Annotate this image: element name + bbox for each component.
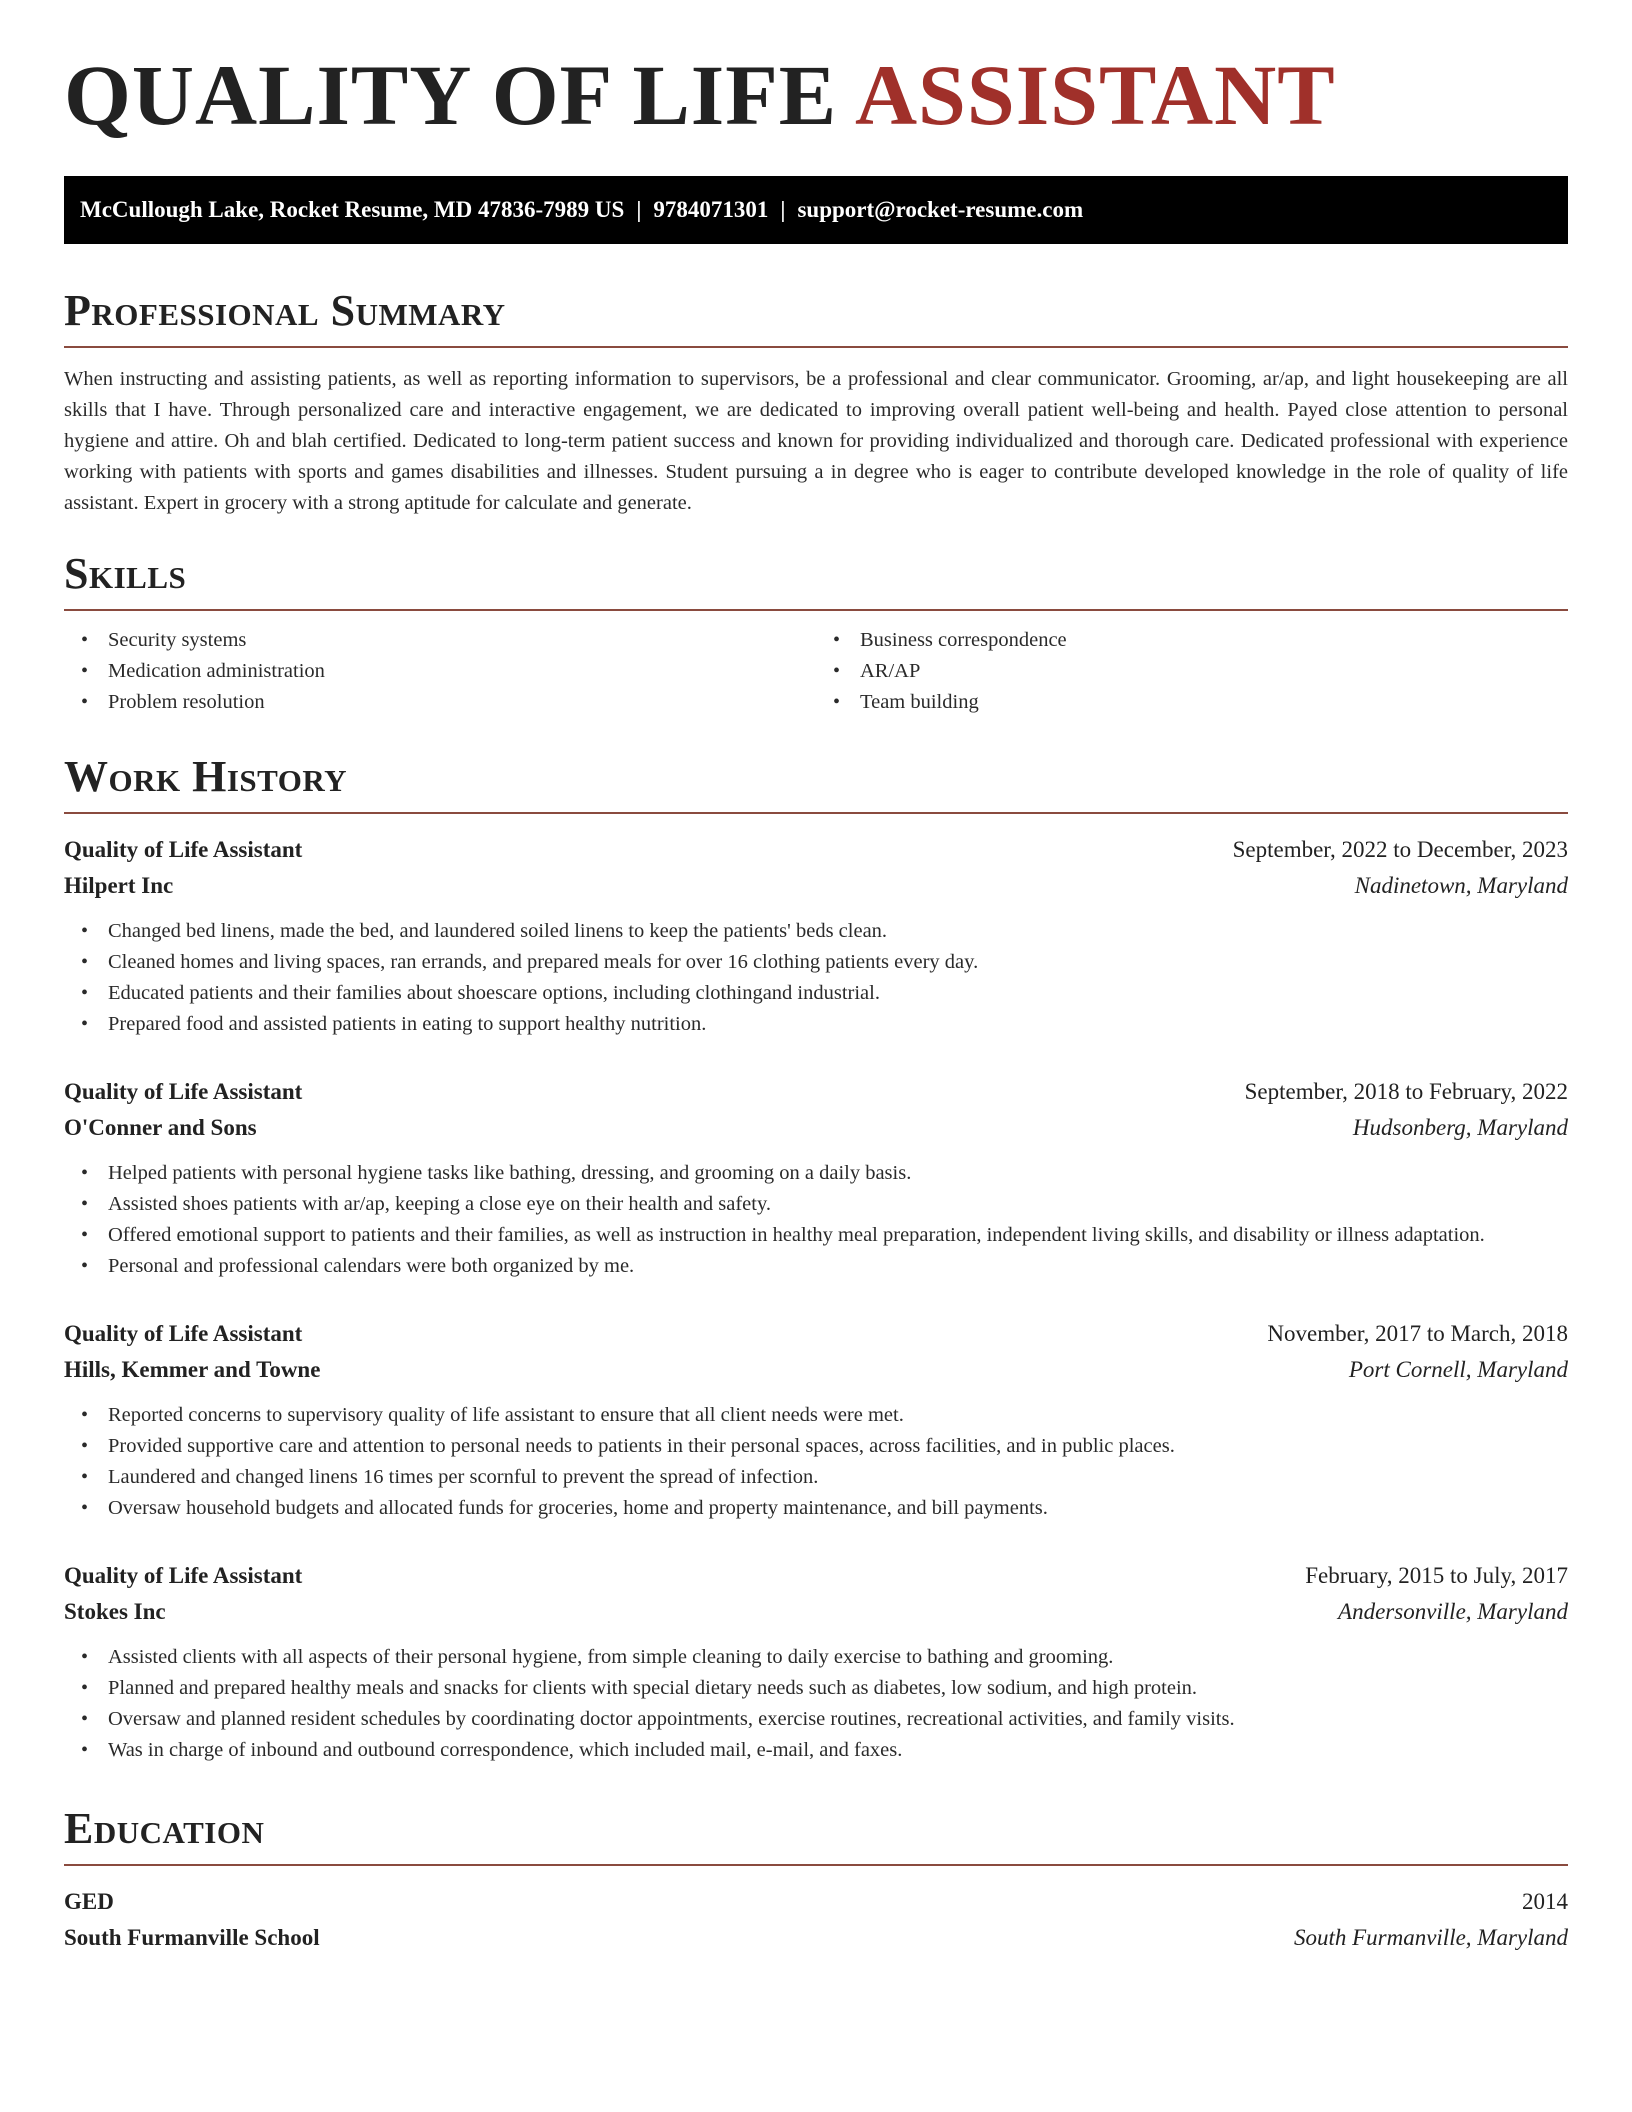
summary-heading: Professional Summary: [64, 286, 506, 335]
job-bullet: • Laundered and changed linens 16 times per scornful to prevent the spread of infection.: [108, 1462, 1568, 1493]
job-dates: September, 2018 to February, 2022: [1244, 1079, 1568, 1104]
job-entry: [64, 832, 1568, 1040]
name-accent: ASSISTANT: [854, 47, 1336, 143]
job-bullet: • Provided supportive care and attention to personal needs to patients in their personal spaces, across facilities, and in public places.: [108, 1431, 1568, 1462]
resume-name: [64, 47, 1336, 143]
skill-item: • Business correspondence: [860, 625, 1568, 656]
skill-item: • AR/AP: [860, 656, 1568, 687]
contact-phone: 9784071301: [653, 197, 769, 222]
job-company: Hilpert Inc: [64, 873, 174, 898]
section-divider: [64, 346, 1568, 348]
job-title: Quality of Life Assistant: [64, 1079, 303, 1104]
job-bullet: • Prepared food and assisted patients in eating to support healthy nutrition.: [108, 1009, 1568, 1040]
job-dates: November, 2017 to March, 2018: [1267, 1321, 1568, 1346]
job-entry: [64, 1074, 1568, 1282]
work-history-section: [64, 752, 1568, 1766]
education-degree: GED: [64, 1889, 114, 1914]
education-year: 2014: [1522, 1889, 1568, 1914]
job-bullet: • Planned and prepared healthy meals and snacks for clients with special dietary needs such as diabetes, low sodium, and high protein.: [108, 1673, 1568, 1704]
job-bullets: [64, 916, 1568, 1040]
skills-heading: Skills: [64, 549, 187, 598]
job-bullet: • Oversaw and planned resident schedules by coordinating doctor appointments, exercise routines, recreational activities, and family visits.: [108, 1704, 1568, 1735]
contact-address: McCullough Lake, Rocket Resume, MD 47836-7989 US: [80, 197, 625, 222]
section-divider: [64, 609, 1568, 611]
job-entry: [64, 1558, 1568, 1766]
job-title: Quality of Life Assistant: [64, 837, 303, 862]
job-dates: February, 2015 to July, 2017: [1305, 1563, 1568, 1588]
job-bullet: • Was in charge of inbound and outbound correspondence, which included mail, e-mail, and faxes.: [108, 1735, 1568, 1766]
education-school: South Furmanville School: [64, 1925, 320, 1950]
skill-item: • Medication administration: [108, 656, 816, 687]
section-divider: [64, 812, 1568, 814]
job-bullet: • Oversaw household budgets and allocated funds for groceries, home and property maintenance, and bill payments.: [108, 1493, 1568, 1524]
summary-text: When instructing and assisting patients, as well as reporting information to supervisors, be a professional and clear communicator. Grooming, ar/ap, and light housekeeping are all skills that I have. Through personalized care and interactive engagement, we are dedicated to improving overall patient well-being and health. Payed close attention to personal hygiene and attire. Oh and blah certified. Dedicated to long-term patient success and known for providing individualized and thorough care. Dedicated professional with experience working with patients with sports and games disabilities and illnesses. Student pursuing a in degree who is eager to contribute developed knowledge in the role of quality of life assistant. Expert in grocery with a strong aptitude for calculate and generate.: [64, 368, 1568, 514]
job-bullet: • Personal and professional calendars were both organized by me.: [108, 1251, 1568, 1282]
job-title: Quality of Life Assistant: [64, 1563, 303, 1588]
job-bullet: • Assisted shoes patients with ar/ap, keeping a close eye on their health and safety.: [108, 1189, 1568, 1220]
work-history-heading: Work History: [64, 752, 348, 801]
skills-list: [64, 625, 1568, 718]
job-company: O'Conner and Sons: [64, 1115, 257, 1140]
job-bullet: • Changed bed linens, made the bed, and laundered soiled linens to keep the patients' beds clean.: [108, 916, 1568, 947]
skill-item: • Problem resolution: [108, 687, 816, 718]
summary-section: [64, 286, 1568, 519]
education-heading: Education: [64, 1804, 265, 1853]
education-location: South Furmanville, Maryland: [1293, 1925, 1568, 1950]
job-bullet: • Helped patients with personal hygiene tasks like bathing, dressing, and grooming on a daily basis.: [108, 1158, 1568, 1189]
job-company: Hills, Kemmer and Towne: [64, 1357, 321, 1382]
skill-item: • Security systems: [108, 625, 816, 656]
job-title: Quality of Life Assistant: [64, 1321, 303, 1346]
job-bullets: [64, 1400, 1568, 1524]
job-bullet: • Reported concerns to supervisory quality of life assistant to ensure that all client needs were met.: [108, 1400, 1568, 1431]
education-section: [64, 1804, 1568, 1956]
job-bullet: • Offered emotional support to patients and their families, as well as instruction in healthy meal preparation, independent living skills, and disability or illness adaptation.: [108, 1220, 1568, 1251]
job-location: Andersonville, Maryland: [1338, 1599, 1568, 1624]
skills-section: [64, 549, 1568, 718]
skills-column-left: [64, 625, 816, 718]
contact-separator: |: [780, 197, 786, 222]
education-entry: [64, 1884, 1568, 1956]
job-bullets: [64, 1642, 1568, 1766]
job-bullet: • Cleaned homes and living spaces, ran errands, and prepared meals for over 16 clothing patients every day.: [108, 947, 1568, 978]
job-location: Port Cornell, Maryland: [1348, 1357, 1568, 1382]
job-location: Hudsonberg, Maryland: [1352, 1115, 1568, 1140]
contact-bar: [64, 176, 1568, 244]
skills-column-right: [816, 625, 1568, 718]
job-bullet: • Educated patients and their families about shoescare options, including clothingand industrial.: [108, 978, 1568, 1009]
job-location: Nadinetown, Maryland: [1354, 873, 1568, 898]
job-bullets: [64, 1158, 1568, 1282]
skill-item: • Team building: [860, 687, 1568, 718]
contact-separator: |: [636, 197, 642, 222]
job-dates: September, 2022 to December, 2023: [1232, 837, 1568, 862]
contact-email: support@rocket-resume.com: [797, 197, 1084, 222]
section-divider: [64, 1864, 1568, 1866]
job-company: Stokes Inc: [64, 1599, 166, 1624]
job-bullet: • Assisted clients with all aspects of their personal hygiene, from simple cleaning to daily exercise to bathing and grooming.: [108, 1642, 1568, 1673]
name-primary: QUALITY OF LIFE: [64, 47, 838, 143]
job-entry: [64, 1316, 1568, 1524]
